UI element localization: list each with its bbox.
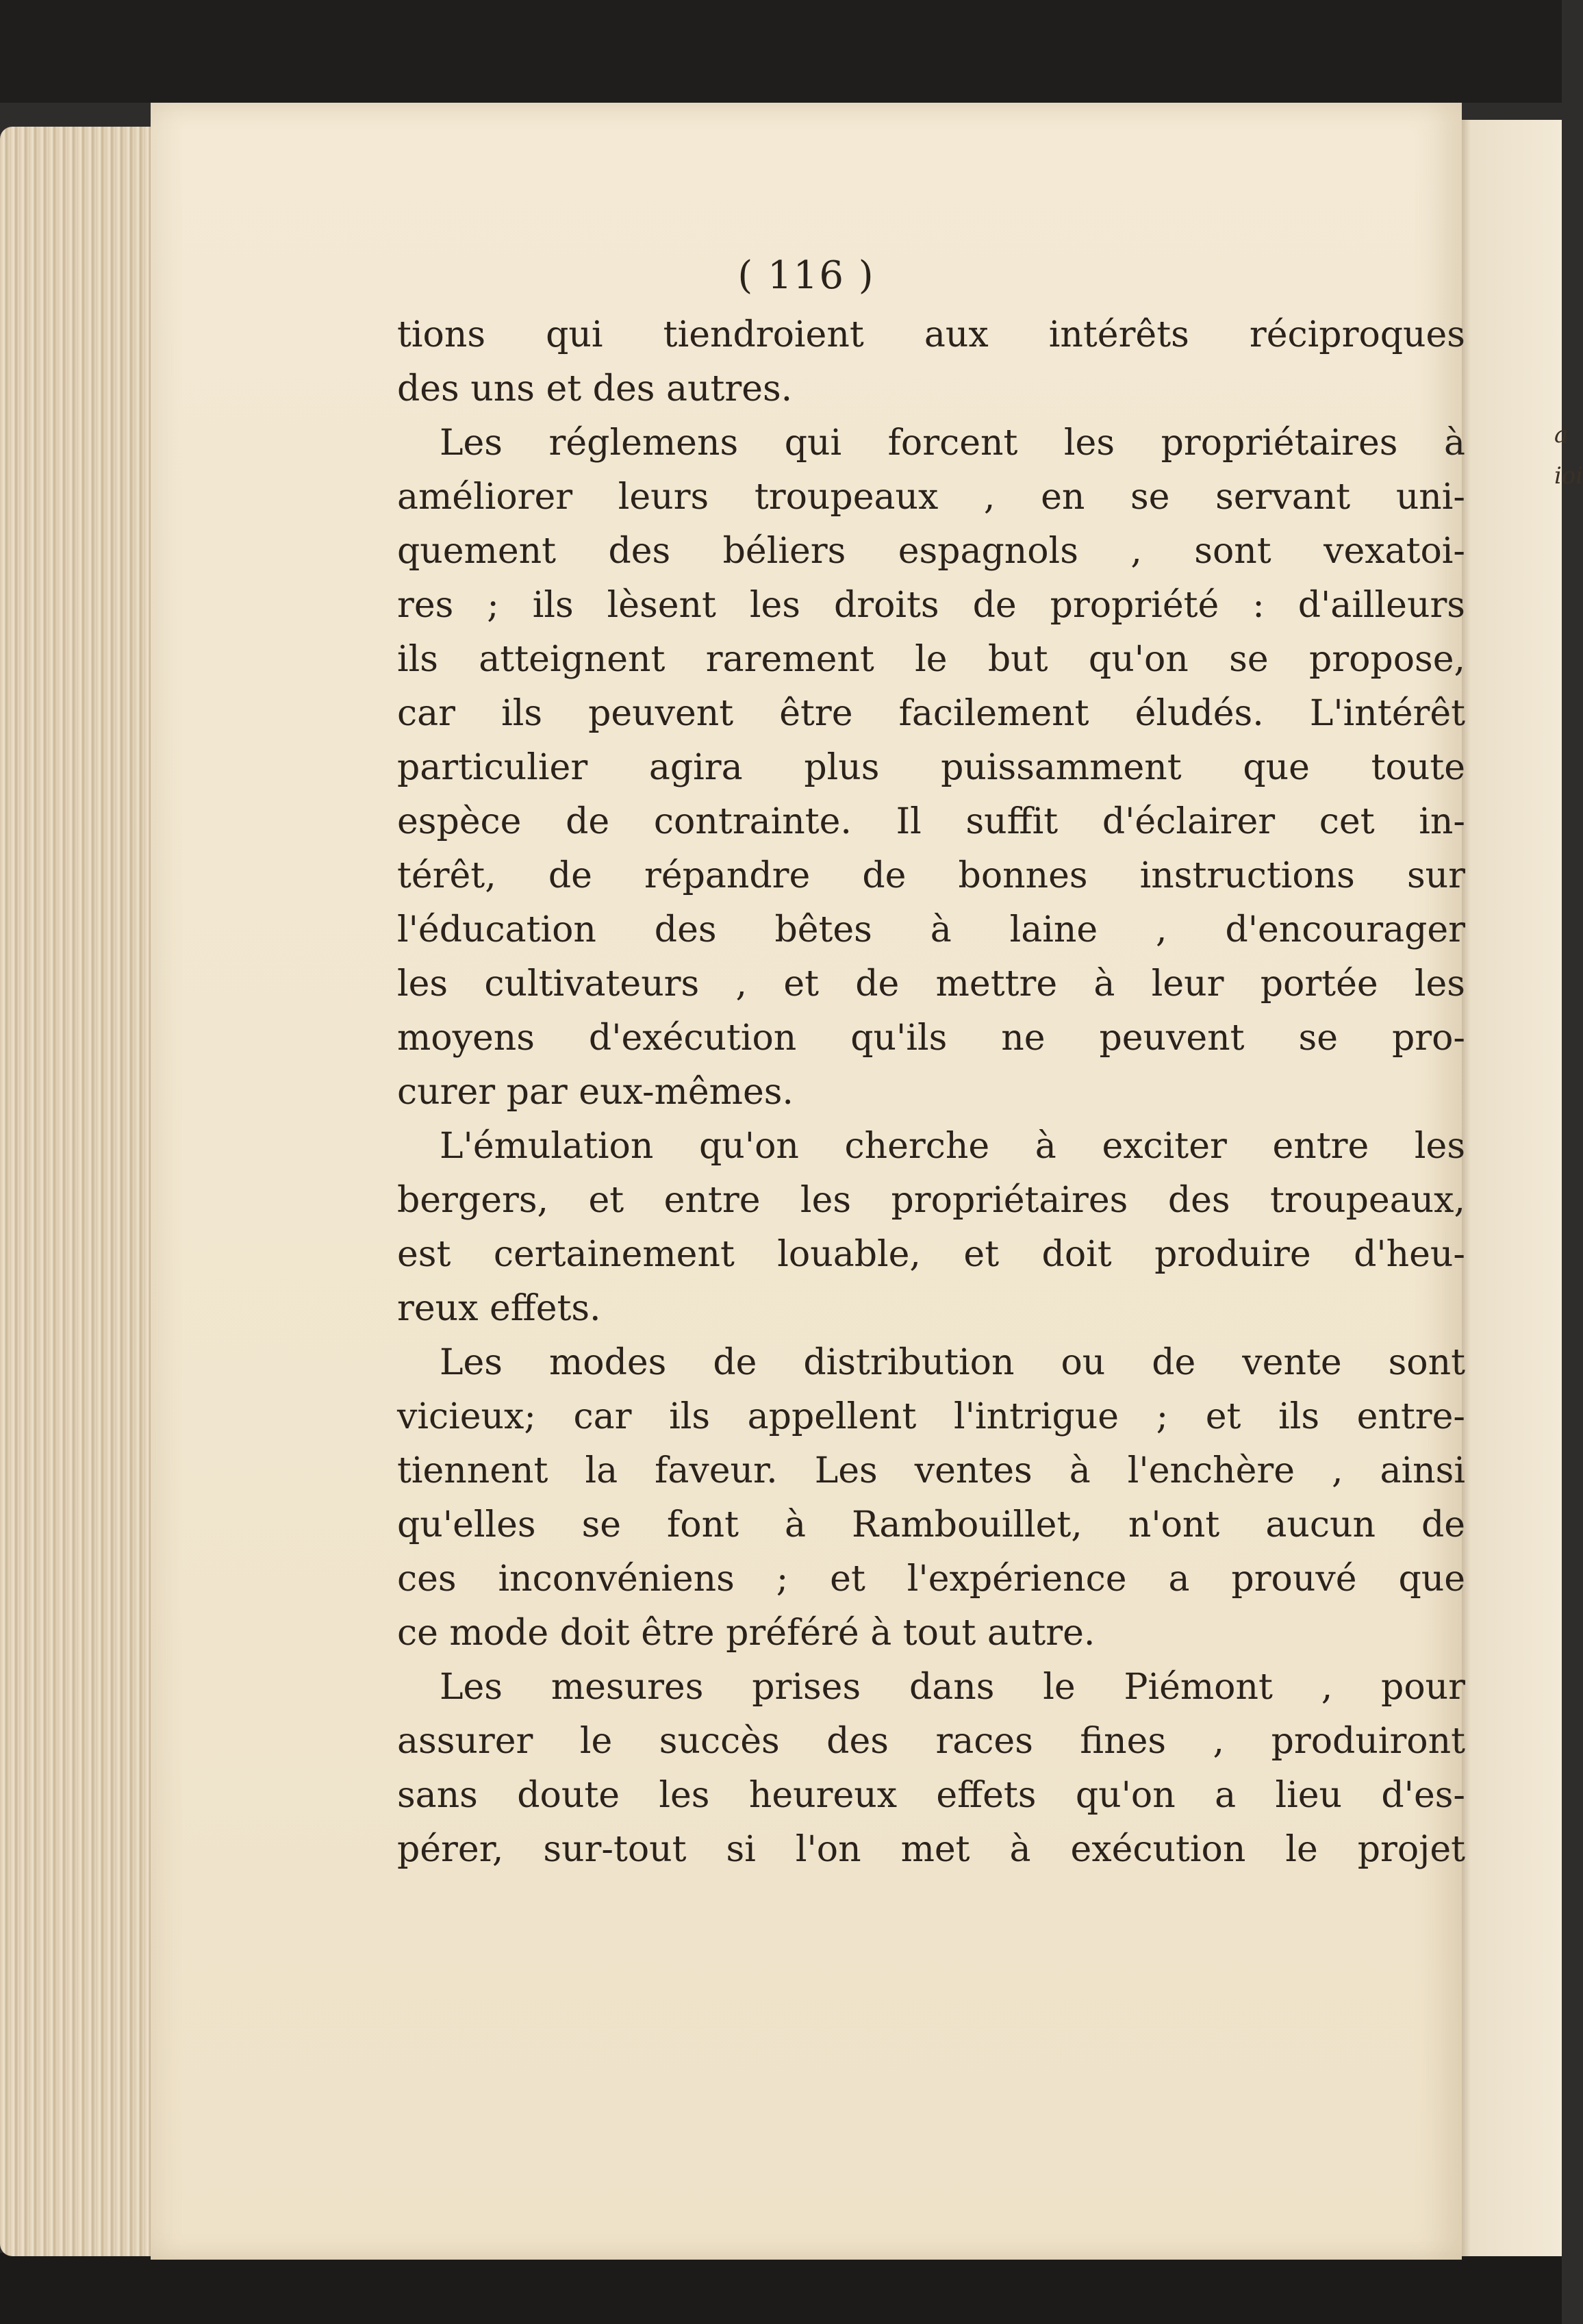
text-line: reux effets. [397,1288,601,1329]
page-stack-edges [0,127,164,2256]
text-line: pérer, sur-tout si l'on met à exécution le projet [397,1829,1465,1870]
text-line: res ; ils lèsent les droits de propriété : d'ailleurs [397,585,1465,626]
text-line: est certainement louable, et doit produire d'heu- [397,1234,1465,1275]
adjacent-page-fragment: ioi [1554,462,1583,490]
text-line: quement des béliers espagnols , sont vexatoi- [397,531,1465,572]
text-line: les cultivateurs , et de mettre à leur portée les [397,963,1465,1005]
page-number: ( 116 ) [737,253,875,298]
text-line: assurer le succès des races fines , produiront [397,1721,1465,1762]
text-line: particulier agira plus puissamment que toute [397,747,1465,788]
adjacent-page-fragment: a [1554,421,1569,449]
text-line: l'éducation des bêtes à laine , d'encourager [397,909,1465,950]
backdrop [0,0,1562,103]
text-line: ils atteignent rarement le but qu'on se propose, [397,639,1465,680]
text-line: ces inconvéniens ; et l'expérience a prouvé que [397,1558,1465,1600]
text-line: moyens d'exécution qu'ils ne peuvent se pro- [397,1018,1465,1059]
text-line: améliorer leurs troupeaux , en se servant uni- [397,477,1465,518]
text-line: des uns et des autres. [397,368,793,409]
text-line: sans doute les heureux effets qu'on a lieu d'es- [397,1775,1465,1816]
body-text [397,308,1465,1877]
text-line: L'émulation qu'on cherche à exciter entre les [440,1126,1465,1167]
text-line: vicieux; car ils appellent l'intrigue ; et ils entre- [397,1396,1465,1437]
backdrop-bottom [0,2253,1562,2324]
text-line: Les mesures prises dans le Piémont , pour [440,1667,1465,1708]
text-line: curer par eux-mêmes. [397,1072,794,1113]
text-line: térêt, de répandre de bonnes instructions sur [397,855,1465,896]
text-line: Les réglemens qui forcent les propriétaires à [440,422,1465,464]
text-line: qu'elles se font à Rambouillet, n'ont aucun de [397,1504,1465,1545]
text-line: tiennent la faveur. Les ventes à l'enchère , ainsi [397,1450,1465,1491]
book-page [151,103,1465,2260]
text-line: espèce de contrainte. Il suffit d'éclairer cet in- [397,801,1465,842]
text-line: tions qui tiendroient aux intérêts réciproques [397,314,1465,355]
adjacent-page [1458,120,1583,2256]
text-line: ce mode doit être préféré à tout autre. [397,1613,1096,1654]
text-line: bergers, et entre les propriétaires des troupeaux, [397,1180,1465,1221]
text-line: Les modes de distribution ou de vente sont [440,1342,1465,1383]
text-line: car ils peuvent être facilement éludés. L'intérêt [397,693,1465,734]
